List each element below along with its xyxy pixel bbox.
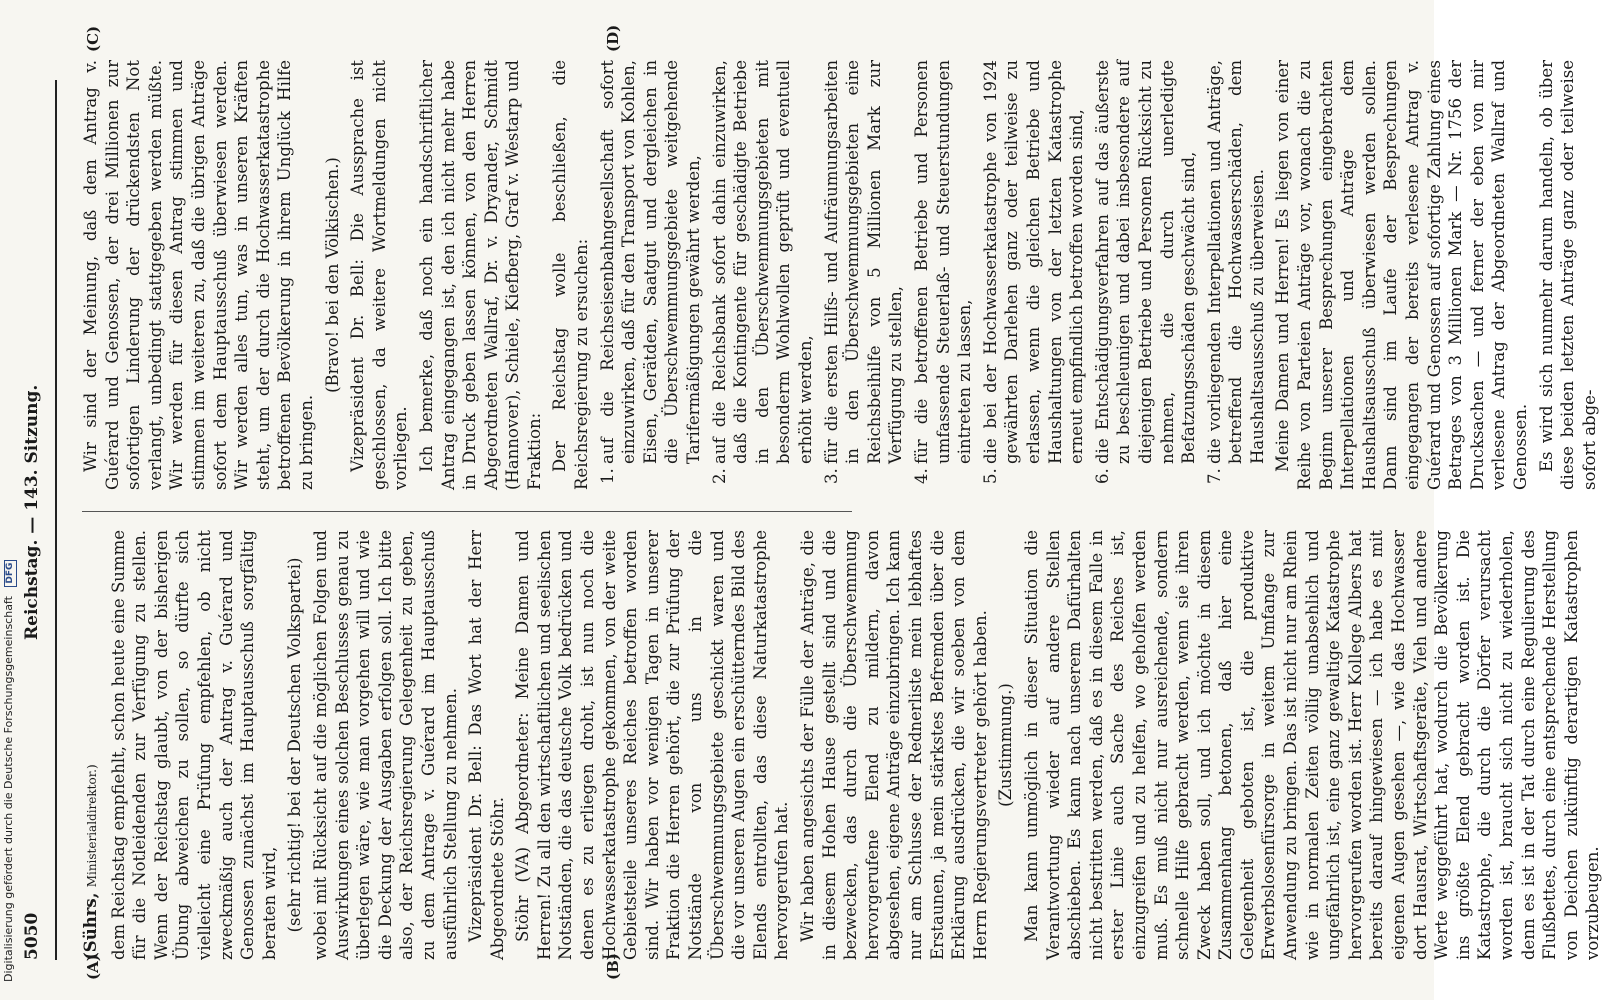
list-item: 3. für die ersten Hilfs- und Aufräumungsarbeiten in den Überschwemmungsgebieten eine Reichsbeihilfe von 5 Millionen Mark zur Verfügung zu stellen, (821, 60, 906, 484)
motion-list (597, 60, 1269, 490)
dfg-logo: DFG (4, 560, 17, 587)
list-item: 2. auf die Reichsbank sofort dahin einzuwirken, daß die Kontingente für geschädigte Betriebe in den Überschwemmungsgebieten mit besonderm Wohlwollen geprüft und eventuell erhöht werden, (709, 60, 815, 484)
paragraph: Man kann unmöglich in dieser Situation die Verantwortung wieder auf andere Stellen abschieben. Es kann nach unserem Dafürhalten nicht bestritten werden, daß es in diesem Falle in erster Linie auch Sache des Reiches ist, einzugreifen und zu helfen, wo geholfen werden muß. Es muß nicht nur ausreichende, sondern schnelle Hilfe gebracht werden, wenn sie ihren Zweck haben soll, und ich möchte in diesem Zusammenhang betonen, daß hier eine Gelegenheit geboten ist, die produktive Erwerbslosenfürsorge in weitem Umfange zur Anwendung zu bringen. Das ist nicht nur am Rhein wie in normalen Zeiten völlig unabsehlich und ungefährlich ist, eine ganz gewaltige Katastrophe hervorgerufen worden ist. Herr Kollege Albers hat bereits darauf hingewiesen — ich habe es mit eigenen Augen gesehen —, wie das Hochwasser dort Hausrat, Wirtschaftsgeräte, Vieh und andere Werte weggeführt hat, wodurch die Bevölkerung ins größte Elend gebracht worden ist. Die Katastrophe, die durch die Dörfer verursacht worden ist, braucht sich nicht zu wiederholen, denn es ist in der Tat durch eine Regulierung des Flußbettes, durch eine entsprechende Herstellung von Deichen zukünftig derartigen Katastrophen vorzubeugen. (1021, 530, 1603, 960)
paragraph: Meine Damen und Herren! Es liegen von einer Reihe von Parteien Anträge vor, wonach die zu Beginn unserer Besprechungen eingebrachten Interpellationen und Anträge dem Haushaltsausschuß überwiesen werden sollen. Dann sind im Laufe der Besprechungen eingegangen der bereits verlesene Antrag v. Guérard und Genossen auf sofortige Zahlung eines Betrages von 3 Millionen Mark — Nr. 1756 der Drucksachen — und ferner der eben von mir verlesene Antrag der Abgeordneten Wallraf und Genossen. (1273, 60, 1530, 490)
list-item: 4. für die betroffenen Betriebe und Personen umfassende Steuerlaß- und Steuerstundungen eintreten zu lassen, (911, 60, 975, 484)
list-item: 6. die Entschädigungsverfahren auf das äußerste zu beschleunigen und dabei insbesondere auf diejenigen Betriebe und Personen Rücksicht zu nehmen, die durch unerledigte Befatzungsschäden geschwächt sind, (1092, 60, 1199, 484)
paragraph: Wir sind der Meinung, daß dem Antrag v. Guérard und Genossen, der drei Millionen zur sofortigen Linderung der drückendsten Not verlangt, unbedingt stattgegeben werden müßte. Wir werden für diesen Antrag stimmen und stimmen im weiteren zu, daß die übrigen Anträge sofort dem Hauptausschuß überwiesen werden. Wir werden alles tun, was in unseren Kräften steht, um der durch die Hochwasserkatastrophe betroffenen Bevölkerung in ihrem Unglück Hilfe zu bringen. (81, 60, 316, 490)
chair-remark: Vizepräsident Dr. Bell: Das Wort hat der Herr Abgeordnete Stöhr. (466, 530, 507, 960)
paragraph: dem Reichstag empfiehlt, schon heute eine Summe für die Notleidenden zur Verfügung zu stellen. Wenn der Reichstag glaubt, von der bisherigen Übung abweichen zu sollen, so dürfte sich vielleicht eine Prüfung empfehlen, ob nicht zweckmäßig auch der Antrag v. Guérard und Genossen zunächst im Hauptausschuß sorgfältig beraten wird, (108, 530, 279, 960)
header-rule (55, 80, 57, 960)
interjection: (sehr richtig! bei der Deutschen Volkspartei) (285, 557, 305, 933)
motion-intro: Der Reichstag wolle beschließen, die Reichsregierung zu ersuchen: (550, 60, 592, 490)
margin-mark-c: (C) (84, 25, 102, 52)
left-column (80, 530, 1603, 960)
speaker-name: (Sührs, (81, 892, 100, 960)
page-title: Reichstag. — 143. Sitzung. (22, 384, 42, 640)
paragraph: Ich bemerke, daß noch ein handschriftlicher Antrag eingegangen ist, den ich nicht mehr habe in Druck geben lassen können, von den Herren Abgeordneten Wallraf, Dr. v. Dryander, Schmidt (Hannover), Schiele, Kiefberg, Graf v. Westarp und Fraktion: (416, 60, 544, 490)
margin-mark-a: (A) (84, 954, 102, 980)
list-item: 7. die vorliegenden Interpellationen und Anträge, betreffend die Hochwasserschäden, dem Haushaltsausschuß zu überweisen. (1204, 60, 1267, 484)
page-number: 5050 (22, 912, 42, 960)
speaker-continuation (80, 530, 104, 960)
margin-mark-b: (B) (604, 953, 622, 980)
paragraph: Es wird sich nunmehr darum handeln, ob über diese beiden letzten Anträge ganz oder teilweise sofort abge- (1536, 60, 1599, 490)
list-item: 5. die bei der Hochwasserkatastrophe von 1924 gewährten Darlehen ganz oder teilweise zu erlassen, wenn die gleichen Betriebe und Haushaltungen von der letzten Katastrophe erneut empfindlich betroffen worden sind, (980, 60, 1087, 484)
interjection: (Bravo! bei den Völkischen.) (322, 157, 342, 393)
paragraph: wobei mit Rücksicht auf die möglichen Folgen und Auswirkungen eines solchen Beschlusses genau zu überlegen wäre, wie man vorgehen will und wie die Deckung der Ausgaben erfolgen soll. Ich bitte also, der Reichsregierung Gelegenheit zu geben, zu dem Antrage v. Guérard im Hauptausschuß ausführlich Stellung zu nehmen. (310, 530, 460, 960)
interjection: (Zustimmung.) (996, 683, 1016, 807)
speaker-role: Ministerialdirektor.) (85, 764, 99, 888)
digitization-credit (2, 2, 22, 982)
column-divider (82, 511, 852, 512)
speech-opening: Stöhr (VA) Abgeordneter: Meine Damen und Herren! Zu all den wirtschaftlichen und seelischen Notständen, die das deutsche Volk bedrücken und denen es zu erliegen droht, ist nun noch die Hochwasserkatastrophe gekommen, von der weite Gebietsteile unseres Reiches betroffen worden sind. Wir haben vor wenigen Tagen in unserer Fraktion die Herren gehört, die zur Prüfung der Notstände von uns in die Überschwemmungsgebiete geschickt waren und die vor unseren Augen ein erschütterndes Bild des Elends entrollten, das diese Naturkatastrophe hervorgerufen hat. (513, 530, 792, 960)
list-item: 1. auf die Reichseisenbahngesellschaft sofort einzuwirken, daß für den Transport von Kohlen, Eisen, Gerätden, Saatgut und dergleichen in die Überschwemmungsgebiete weitgehende Tarifermäßigungen gewährt werden, (597, 60, 704, 484)
margin-mark-d: (D) (604, 24, 622, 52)
chair-remark: Vizepräsident Dr. Bell: Die Aussprache ist geschlossen, da weitere Wortmeldungen nicht vorliegen. (348, 60, 411, 490)
right-column (80, 60, 1599, 490)
credit-text: Digitalisierung gefördert durch die Deutsche Forschungsgemeinschaft (2, 596, 15, 982)
paragraph: Wir haben angesichts der Fülle der Anträge, die in diesem Hohen Hause gestellt sind und die bezwecken, das durch die Überschwemmung hervorgerufene Elend zu mildern, davon abgesehen, eigene Anträge einzubringen. Ich kann nur am Schlusse der Rednerliste mein lebhaftes Erstaunen, ja mein stärkstes Befremden über die Erklärung ausdrücken, die wir soeben von dem Herrn Regierungsvertreter gehört haben. (798, 530, 990, 960)
